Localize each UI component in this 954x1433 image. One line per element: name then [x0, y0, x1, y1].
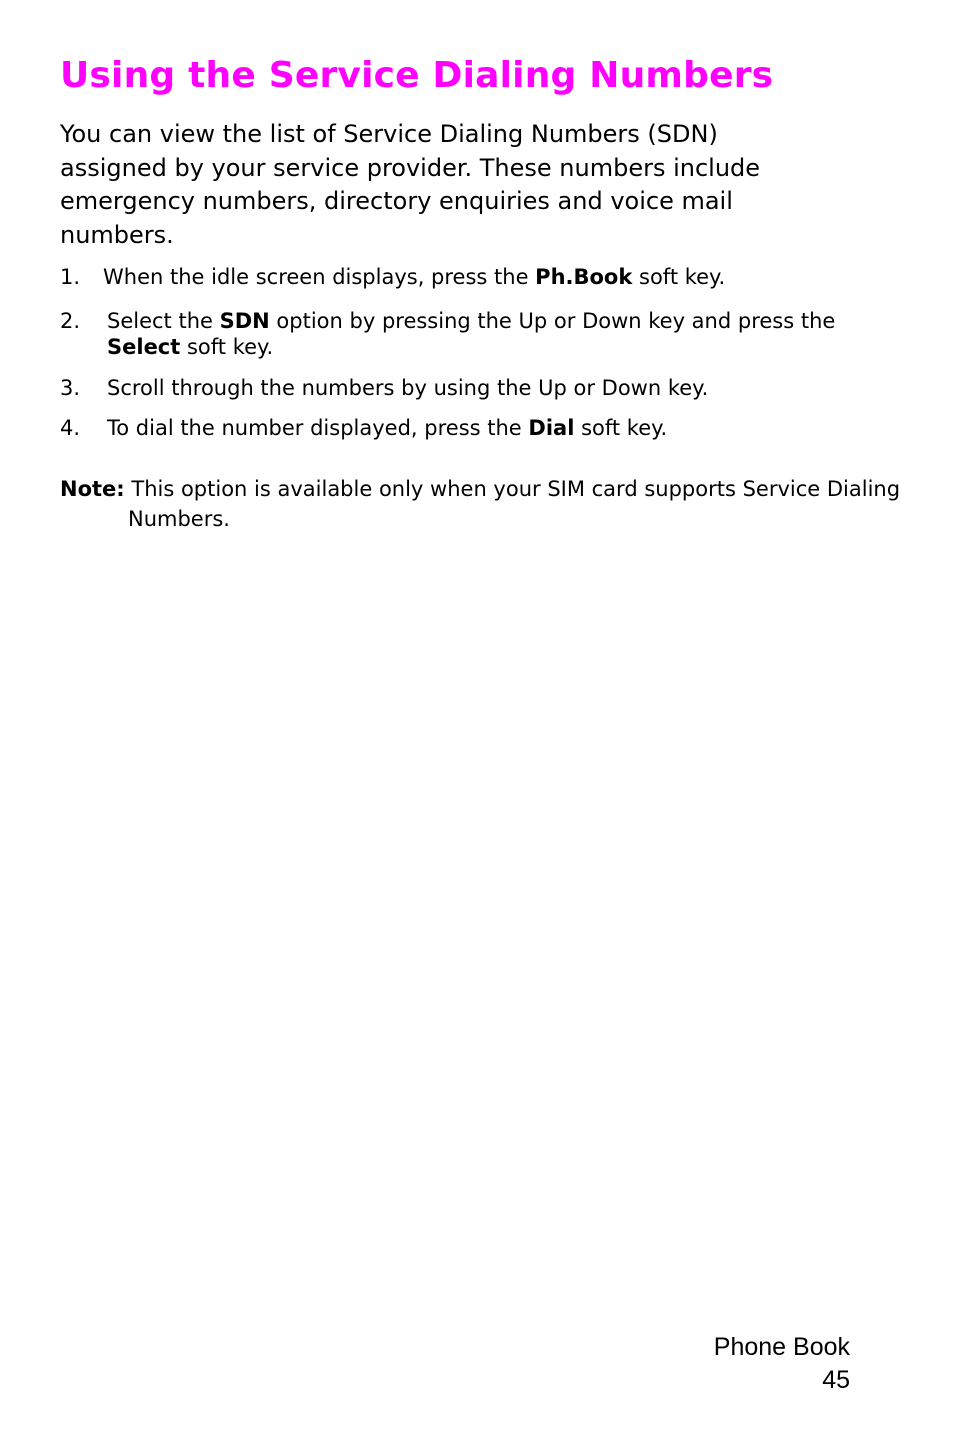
key-name-select: Select: [107, 335, 181, 359]
note: [60, 474, 948, 534]
step-number: 4.: [60, 416, 81, 440]
step-number: 2.: [60, 309, 81, 333]
footer-section-name: Phone Book: [713, 1333, 850, 1361]
step-item: [60, 264, 890, 290]
note-label: Note:: [60, 477, 125, 501]
page-footer: [714, 1331, 850, 1397]
option-name-sdn: SDN: [219, 309, 270, 333]
steps-list: [60, 264, 890, 441]
step-text: soft key.: [180, 335, 274, 359]
step-item: [60, 308, 890, 360]
step-number: 3.: [60, 376, 81, 400]
step-text: To dial the number displayed, press the: [107, 416, 529, 440]
step-text: When the idle screen displays, press the: [103, 265, 536, 289]
intro-paragraph: You can view the list of Service Dialing Numbers (SDN) assigned by your service provider. These numbers include emergency numbers, directory enquiries and voice mail numbers.: [60, 120, 761, 250]
step-number: 1.: [60, 265, 81, 289]
step-text: Scroll through the numbers by using the Up or Down key.: [107, 376, 709, 400]
step-text: soft key.: [574, 416, 668, 440]
step-text: Select the: [107, 309, 220, 333]
step-text: option by pressing the Up or Down key and press the: [269, 309, 836, 333]
step-text: soft key.: [632, 265, 726, 289]
page-number: 45: [822, 1366, 850, 1394]
key-name-phbook: Ph.Book: [535, 265, 633, 289]
step-item: [60, 375, 890, 401]
page-title: Using the Service Dialing Numbers: [60, 55, 774, 96]
step-item: [60, 415, 890, 441]
note-text: This option is available only when your SIM card supports Service Dialing Numbers.: [124, 477, 901, 531]
key-name-dial: Dial: [528, 416, 575, 440]
